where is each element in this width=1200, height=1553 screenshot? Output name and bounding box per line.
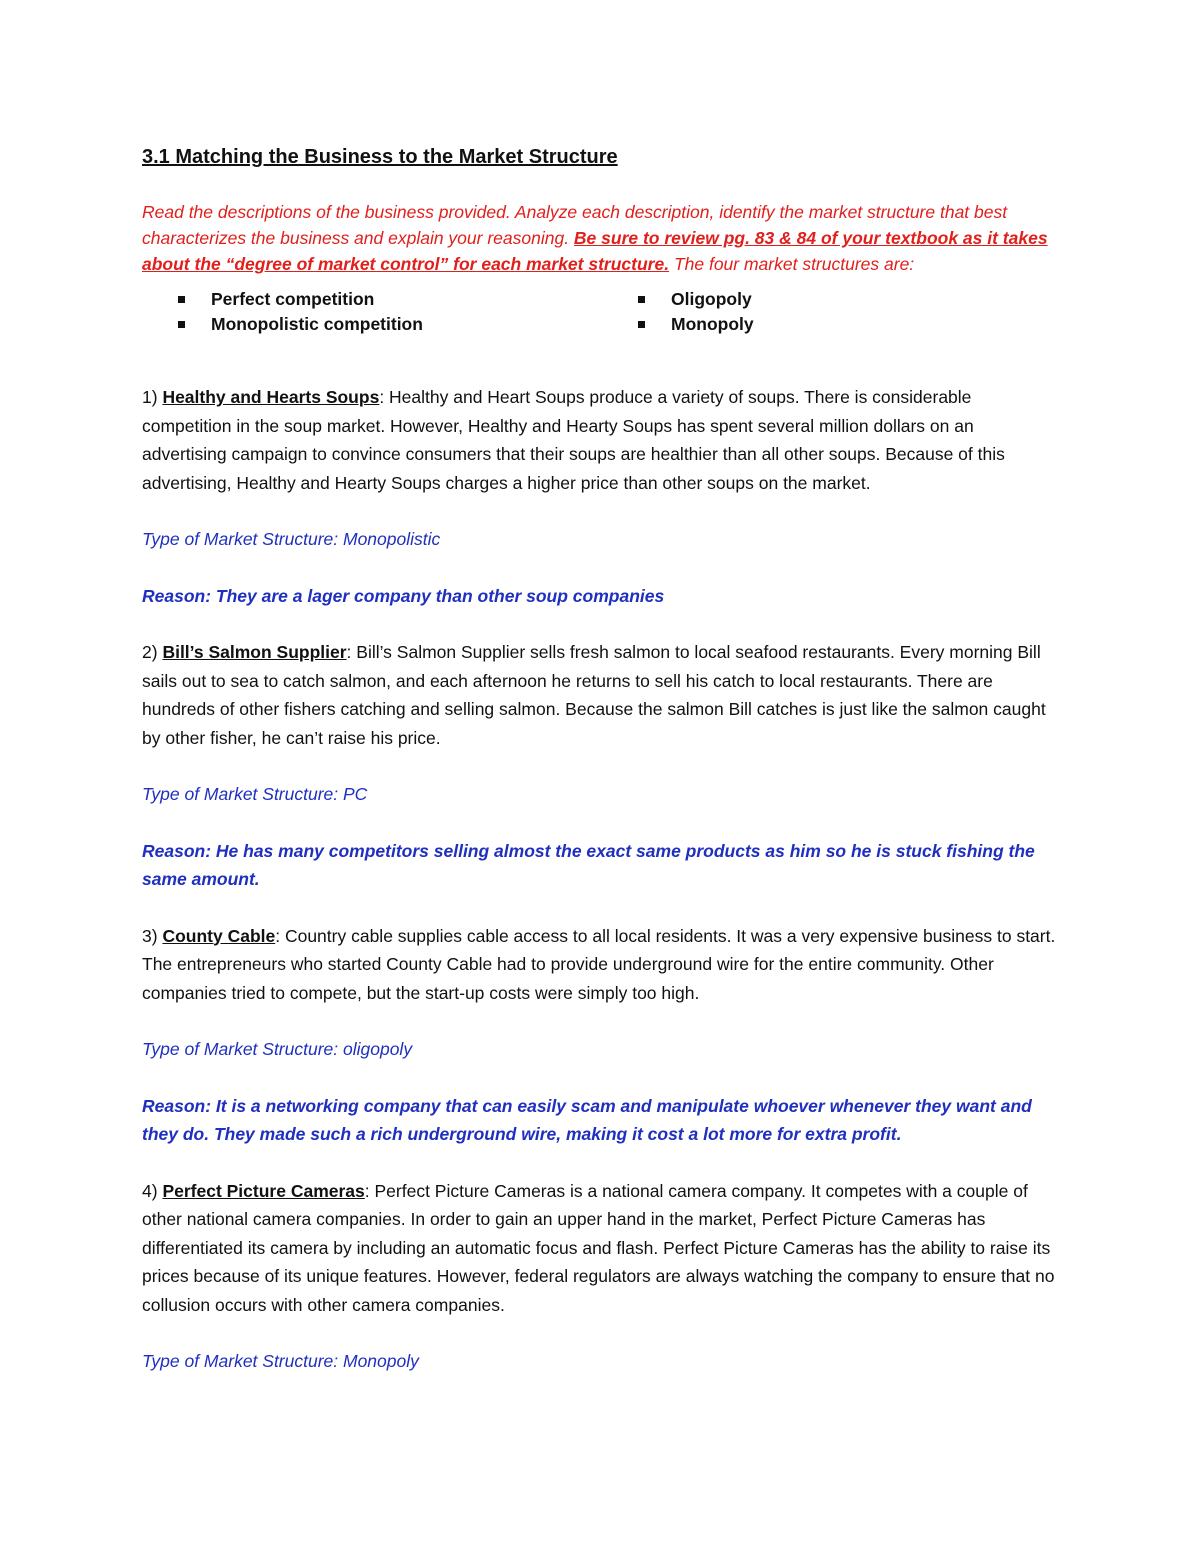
business-text: : Perfect Picture Cameras is a national camera company. It competes with a couple of other national camera companies. In order to gain an upper hand in the market, Perfect Picture Cameras has differentiated its camera by including an automatic focus and flash. Perfect Picture Cameras has the ability to raise its prices because of its unique features. However, federal regulators are always watching the company to ensure that no collusion occurs with other camera companies. xyxy=(142,1180,1055,1315)
market-type-answer-3: Type of Market Structure: oligopoly xyxy=(142,1039,413,1059)
market-type-answer-1: Type of Market Structure: Monopolistic xyxy=(142,529,441,549)
business-text: : Healthy and Heart Soups produce a variety of soups. There is considerable competition in the soup market. However, Healthy and Hearty Soups has spent several million dollars on an advertising campaign to convince consumers that their soups are healthier than all other soups. Because of this advertising, Healthy and Hearty Soups charges a higher price than other soups on the market. xyxy=(142,387,1005,493)
item-number: 4) xyxy=(142,1180,158,1201)
instructions xyxy=(142,199,1062,277)
reason-answer-3: Reason: It is a networking company that can easily scam and manipulate whoever whenever they want and they do. They made such a rich underground wire, making it cost a lot more for extra profit. xyxy=(142,1095,1032,1144)
business-name: Bill’s Salmon Supplier xyxy=(162,642,347,662)
reason-answer-2: Reason: He has many competitors selling almost the exact same products as him so he is stuck fishing the same amount. xyxy=(142,840,1035,889)
list-item: Oligopoly xyxy=(636,287,754,312)
business-name: County Cable xyxy=(162,925,276,946)
document-page xyxy=(142,143,1062,1404)
item-number: 3) xyxy=(142,925,158,946)
instructions-text: Read the descriptions of the business provided. Analyze each description, identify the market structure that best characterizes the business and explain your reasoning. xyxy=(142,202,1008,248)
business-text: : Country cable supplies cable access to all local residents. It was a very expensive business to start. The entrepreneurs who started County Cable had to provide underground wire for the entire community. Other companies tried to compete, but the start-up costs were simply too high. xyxy=(142,925,1056,1003)
business-description-1 xyxy=(142,383,1062,497)
market-type-answer-2: Type of Market Structure: PC xyxy=(142,784,368,804)
list-item: Monopoly xyxy=(636,312,754,337)
instructions-list-intro: The four market structures are: xyxy=(669,254,915,274)
structures-right-column xyxy=(636,287,754,337)
reason-answer-1: Reason: They are a lager company than other soup companies xyxy=(142,585,665,606)
item-number: 2) xyxy=(142,642,158,662)
list-item: Perfect competition xyxy=(176,287,636,312)
business-name: Perfect Picture Cameras xyxy=(162,1180,365,1201)
page-title: 3.1 Matching the Business to the Market Structure xyxy=(142,146,618,168)
business-description-2 xyxy=(142,638,1062,752)
list-item: Monopolistic competition xyxy=(176,312,636,337)
item-number: 1) xyxy=(142,387,158,407)
business-name: Healthy and Hearts Soups xyxy=(162,387,380,407)
business-description-3 xyxy=(142,922,1062,1008)
market-type-answer-4: Type of Market Structure: Monopoly xyxy=(142,1351,419,1371)
structures-left-column xyxy=(176,287,636,337)
instructions-textbook-note: Be sure to review pg. 83 & 84 of your textbook as it takes about the “degree of market control” for each market structure. xyxy=(142,228,1048,274)
business-description-4 xyxy=(142,1177,1062,1320)
market-structures-list xyxy=(142,287,1062,337)
business-text: : Bill’s Salmon Supplier sells fresh salmon to local seafood restaurants. Every morning Bill sails out to sea to catch salmon, and each afternoon he returns to sell his catch to local restaurants. There are hundreds of other fishers catching and selling salmon. Because the salmon Bill catches is just like the salmon caught by other fisher, he can’t raise his price. xyxy=(142,642,1046,748)
